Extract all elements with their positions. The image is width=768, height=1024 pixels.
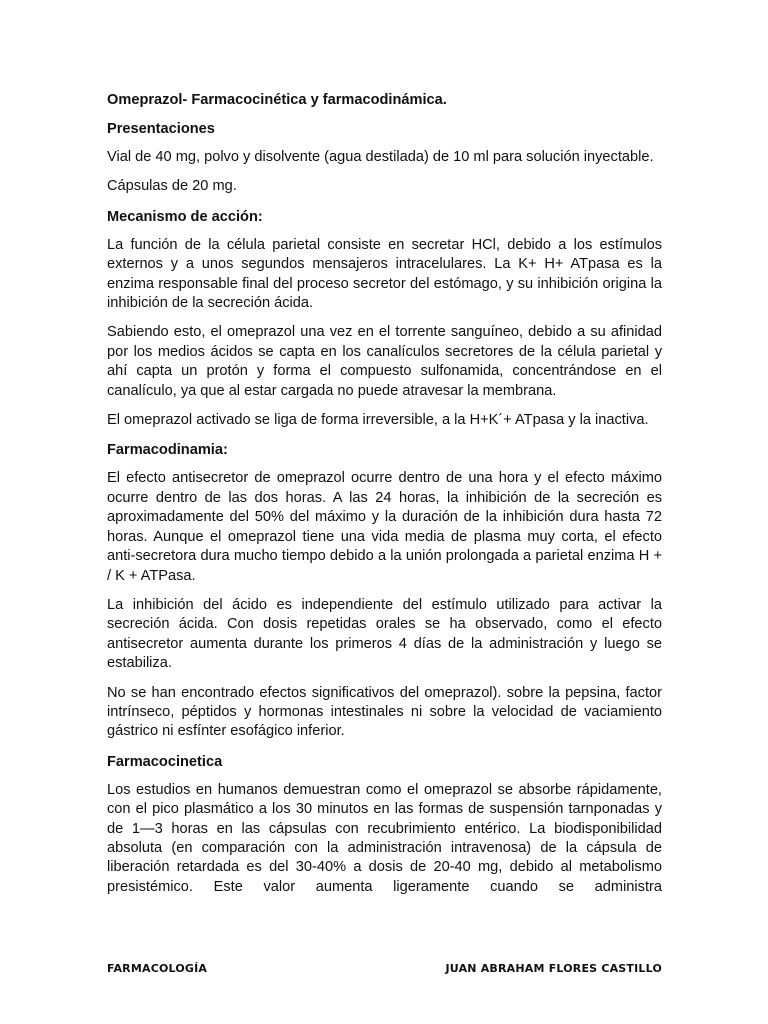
paragraph: Sabiendo esto, el omeprazol una vez en el torrente sanguíneo, debido a su afinidad por los medios ácidos se capta en los canalículos secretores de la célula parietal y ahí capta un protón y forma el compuesto sulfonamida, concentrándose en el canalículo, ya que al estar cargada no puede atravesar la membrana. bbox=[107, 324, 662, 399]
paragraph: El efecto antisecretor de omeprazol ocurre dentro de una hora y el efecto máximo ocurre dentro de las dos horas. A las 24 horas, la inhibición de la secreción es aproximadamente del 50% del máximo y la duración de la inhibición dura hasta 72 horas. Aunque el omeprazol tiene una vida media de plasma muy corta, el efecto anti-secretora dura mucho tiempo debido a la unión prolongada a parietal enzima H + / K + ATPasa. bbox=[107, 470, 662, 584]
document-title: Omeprazol- Farmacocinética y farmacodinámica. bbox=[107, 92, 447, 108]
heading-presentaciones: Presentaciones bbox=[107, 121, 215, 137]
heading-farmacocinetica: Farmacocinetica bbox=[107, 753, 223, 770]
paragraph: No se han encontrado efectos significativos del omeprazol). sobre la pepsina, factor intrínseco, péptidos y hormonas intestinales ni sobre la velocidad de vaciamiento gástrico ni esfínter esofágico inferior. bbox=[107, 684, 662, 740]
paragraph: Vial de 40 mg, polvo y disolvente (agua destilada) de 10 ml para solución inyectable. bbox=[107, 149, 654, 165]
footer-author: JUAN ABRAHAM FLORES CASTILLO bbox=[445, 962, 662, 975]
paragraph: Los estudios en humanos demuestran como el omeprazol se absorbe rápidamente, con el pico plasmático a los 30 minutos en las formas de suspensión tarnponadas y de 1—3 horas en las cápsulas con recubrimiento entérico. La biodisponibilidad absoluta (en comparación con la administración intravenosa) de la cápsula de liberación retardada es del 30-40% a dosis de 20-40 mg, debido al metabolismo presistémico. Este valor aumenta ligeramente cuando se administra bbox=[107, 781, 662, 895]
paragraph: Cápsulas de 20 mg. bbox=[107, 178, 237, 195]
heading-mecanismo: Mecanismo de acción: bbox=[107, 208, 263, 225]
paragraph: La función de la célula parietal consiste en secretar HCl, debido a los estímulos externos y a unos segundos mensajeros intracelulares. La K+ H+ ATpasa es la enzima responsable final del proceso secretor del estómago, y su inhibición origina la inhibición de la secreción ácida. bbox=[107, 236, 662, 312]
page-content bbox=[107, 90, 662, 907]
heading-farmacodinamia: Farmacodinamia: bbox=[107, 442, 228, 459]
paragraph: El omeprazol activado se liga de forma irreversible, a la H+K´+ ATpasa y la inactiva. bbox=[107, 412, 649, 429]
paragraph: La inhibición del ácido es independiente del estímulo utilizado para activar la secreción ácida. Con dosis repetidas orales se ha observado, como el efecto antisecretor aumenta durante los primeros 4 días de la administración y luego se estabiliza. bbox=[107, 596, 662, 672]
page-footer bbox=[107, 962, 662, 975]
footer-course: FARMACOLOGÍA bbox=[107, 962, 208, 975]
